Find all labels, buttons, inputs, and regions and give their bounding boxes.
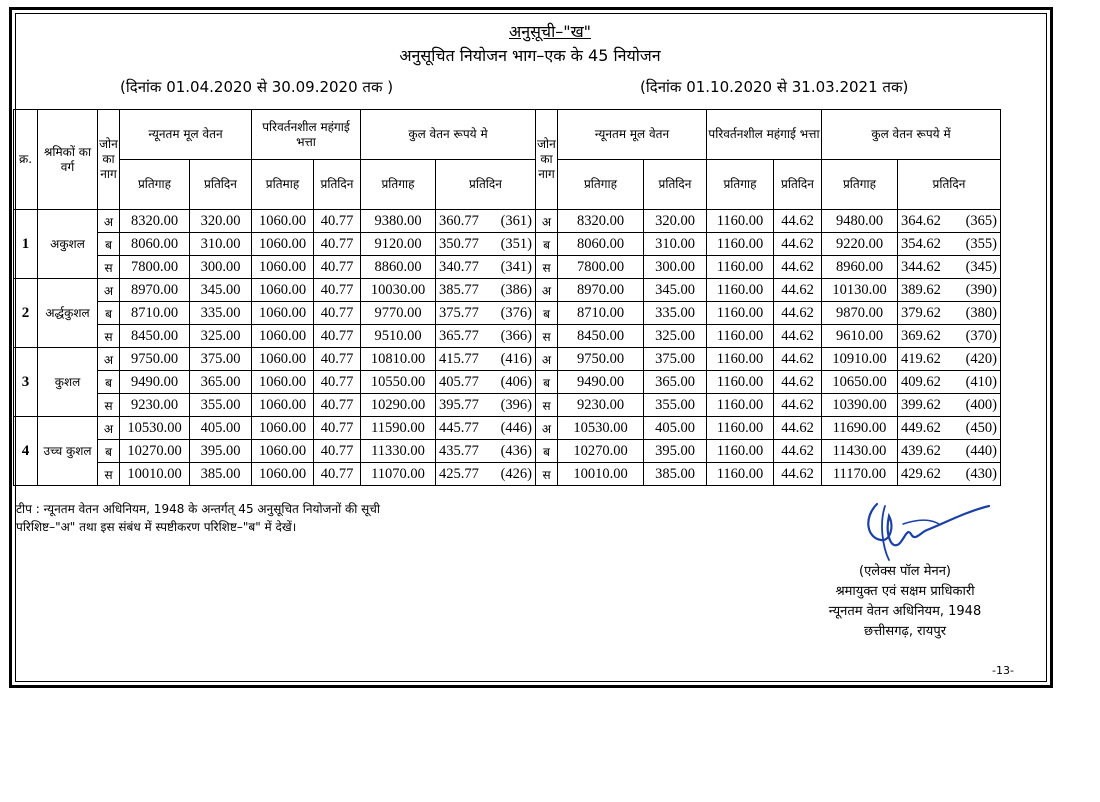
subheader-monthly: प्रतिगाह <box>361 160 436 210</box>
worker-category: अकुशल <box>38 210 98 279</box>
total-daily-left <box>436 394 536 417</box>
signatory-place: छत्तीसगढ़, रायपुर <box>863 624 947 639</box>
zone-right: अ <box>536 279 558 302</box>
subheader-daily: प्रतिदिन <box>898 160 1001 210</box>
daily-total-value: 445.77 <box>439 419 479 436</box>
total-monthly-right: 10650.00 <box>822 371 898 394</box>
daily-total-value: 379.62 <box>901 304 941 321</box>
table-row <box>14 463 1001 486</box>
total-daily-left <box>436 233 536 256</box>
period-left: (दिनांक 01.04.2020 से 30.09.2020 तक ) <box>120 78 394 96</box>
header-serial: क्र. <box>14 110 38 210</box>
daily-total-rounded: (386) <box>500 281 532 298</box>
min-basic-monthly-left: 8060.00 <box>120 233 190 256</box>
vda-monthly-right: 1160.00 <box>707 325 774 348</box>
total-monthly-right: 10130.00 <box>822 279 898 302</box>
header-min-basic-left: न्यूनतम मूल वेतन <box>120 110 252 160</box>
total-monthly-left: 10290.00 <box>361 394 436 417</box>
schedule-title: अनुसूची–"ख" <box>508 22 592 41</box>
min-basic-daily-left: 365.00 <box>190 371 252 394</box>
total-monthly-right: 10910.00 <box>822 348 898 371</box>
total-monthly-left: 11590.00 <box>361 417 436 440</box>
min-basic-monthly-right: 8710.00 <box>558 302 644 325</box>
zone-left: स <box>98 463 120 486</box>
min-basic-monthly-left: 8970.00 <box>120 279 190 302</box>
subheader-monthly: प्रतिगाह <box>558 160 644 210</box>
table-row <box>14 279 1001 302</box>
table-row <box>14 325 1001 348</box>
total-daily-left <box>436 256 536 279</box>
min-basic-daily-right: 375.00 <box>644 348 707 371</box>
serial-number: 2 <box>14 279 38 348</box>
vda-daily-left: 40.77 <box>314 256 361 279</box>
header-vda-right: परिवर्तनशील महंगाई भत्ता <box>707 110 822 160</box>
header-zone-left: जोन का नाग <box>98 110 120 210</box>
zone-right: ब <box>536 302 558 325</box>
vda-daily-right: 44.62 <box>774 233 822 256</box>
daily-total-value: 365.77 <box>439 327 479 344</box>
table-row <box>14 417 1001 440</box>
daily-total-rounded: (400) <box>965 396 997 413</box>
daily-total-value: 449.62 <box>901 419 941 436</box>
daily-total-rounded: (355) <box>965 235 997 252</box>
vda-daily-right: 44.62 <box>774 371 822 394</box>
vda-monthly-left: 1060.00 <box>252 233 314 256</box>
vda-monthly-right: 1160.00 <box>707 348 774 371</box>
worker-category: कुशल <box>38 348 98 417</box>
min-basic-daily-left: 355.00 <box>190 394 252 417</box>
daily-total-rounded: (365) <box>965 212 997 229</box>
total-monthly-right: 9220.00 <box>822 233 898 256</box>
total-daily-right <box>898 302 1001 325</box>
vda-monthly-left: 1060.00 <box>252 348 314 371</box>
min-basic-daily-left: 375.00 <box>190 348 252 371</box>
daily-total-value: 415.77 <box>439 350 479 367</box>
vda-monthly-left: 1060.00 <box>252 210 314 233</box>
total-monthly-left: 10810.00 <box>361 348 436 371</box>
min-basic-daily-right: 395.00 <box>644 440 707 463</box>
footnote-line-1: टीप : न्यूनतम वेतन अधिनियम, 1948 के अन्तर्गत् 45 अनुसूचित नियोजनों की सूची <box>16 502 381 516</box>
min-basic-monthly-right: 8970.00 <box>558 279 644 302</box>
vda-monthly-right: 1160.00 <box>707 463 774 486</box>
total-monthly-left: 11070.00 <box>361 463 436 486</box>
total-monthly-left: 10550.00 <box>361 371 436 394</box>
header-total-right: कुल वेतन रूपये में <box>822 110 1001 160</box>
vda-monthly-right: 1160.00 <box>707 371 774 394</box>
zone-right: ब <box>536 233 558 256</box>
serial-number: 1 <box>14 210 38 279</box>
total-monthly-right: 9870.00 <box>822 302 898 325</box>
vda-daily-right: 44.62 <box>774 394 822 417</box>
serial-number: 4 <box>14 417 38 486</box>
total-daily-right <box>898 210 1001 233</box>
zone-right: स <box>536 325 558 348</box>
daily-total-value: 369.62 <box>901 327 941 344</box>
total-monthly-left: 9380.00 <box>361 210 436 233</box>
signature-mark <box>855 498 995 562</box>
daily-total-rounded: (436) <box>500 442 532 459</box>
table-row <box>14 302 1001 325</box>
daily-total-rounded: (420) <box>965 350 997 367</box>
min-basic-daily-right: 345.00 <box>644 279 707 302</box>
min-basic-monthly-right: 7800.00 <box>558 256 644 279</box>
zone-right: ब <box>536 440 558 463</box>
min-basic-monthly-left: 7800.00 <box>120 256 190 279</box>
min-basic-monthly-left: 8320.00 <box>120 210 190 233</box>
zone-right: ब <box>536 371 558 394</box>
min-basic-daily-left: 310.00 <box>190 233 252 256</box>
subheader-monthly: प्रतिमाह <box>252 160 314 210</box>
min-basic-monthly-right: 9750.00 <box>558 348 644 371</box>
vda-monthly-left: 1060.00 <box>252 256 314 279</box>
daily-total-rounded: (351) <box>500 235 532 252</box>
period-right: (दिनांक 01.10.2020 से 31.03.2021 तक) <box>640 78 909 96</box>
daily-total-value: 389.62 <box>901 281 941 298</box>
serial-number: 3 <box>14 348 38 417</box>
total-daily-right <box>898 463 1001 486</box>
min-basic-daily-right: 325.00 <box>644 325 707 348</box>
wage-table <box>13 109 1001 486</box>
min-basic-daily-right: 355.00 <box>644 394 707 417</box>
subheader-monthly: प्रतिगाह <box>822 160 898 210</box>
daily-total-value: 399.62 <box>901 396 941 413</box>
daily-total-rounded: (376) <box>500 304 532 321</box>
zone-left: अ <box>98 279 120 302</box>
table-row <box>14 256 1001 279</box>
zone-left: स <box>98 325 120 348</box>
daily-total-value: 435.77 <box>439 442 479 459</box>
daily-total-value: 340.77 <box>439 258 479 275</box>
min-basic-daily-right: 385.00 <box>644 463 707 486</box>
vda-monthly-right: 1160.00 <box>707 256 774 279</box>
zone-left: अ <box>98 417 120 440</box>
vda-daily-right: 44.62 <box>774 302 822 325</box>
vda-monthly-left: 1060.00 <box>252 394 314 417</box>
daily-total-rounded: (341) <box>500 258 532 275</box>
min-basic-daily-left: 385.00 <box>190 463 252 486</box>
zone-left: स <box>98 394 120 417</box>
subheader-daily: प्रतिदिन <box>436 160 536 210</box>
vda-daily-right: 44.62 <box>774 325 822 348</box>
vda-daily-left: 40.77 <box>314 279 361 302</box>
daily-total-value: 425.77 <box>439 465 479 482</box>
min-basic-monthly-left: 8710.00 <box>120 302 190 325</box>
zone-left: ब <box>98 371 120 394</box>
vda-monthly-right: 1160.00 <box>707 210 774 233</box>
min-basic-monthly-right: 9490.00 <box>558 371 644 394</box>
table-row <box>14 210 1001 233</box>
total-daily-left <box>436 371 536 394</box>
table-row <box>14 348 1001 371</box>
total-monthly-left: 10030.00 <box>361 279 436 302</box>
total-daily-right <box>898 325 1001 348</box>
min-basic-monthly-left: 10530.00 <box>120 417 190 440</box>
daily-total-rounded: (406) <box>500 373 532 390</box>
vda-daily-left: 40.77 <box>314 371 361 394</box>
zone-right: अ <box>536 210 558 233</box>
daily-total-rounded: (390) <box>965 281 997 298</box>
zone-right: स <box>536 394 558 417</box>
vda-monthly-left: 1060.00 <box>252 371 314 394</box>
total-daily-right <box>898 233 1001 256</box>
total-monthly-right: 10390.00 <box>822 394 898 417</box>
vda-daily-right: 44.62 <box>774 279 822 302</box>
total-daily-right <box>898 348 1001 371</box>
daily-total-value: 344.62 <box>901 258 941 275</box>
total-daily-left <box>436 348 536 371</box>
daily-total-value: 354.62 <box>901 235 941 252</box>
zone-right: अ <box>536 348 558 371</box>
signatory-act: न्यूनतम वेतन अधिनियम, 1948 <box>828 604 982 619</box>
vda-monthly-left: 1060.00 <box>252 279 314 302</box>
total-monthly-right: 8960.00 <box>822 256 898 279</box>
min-basic-daily-left: 300.00 <box>190 256 252 279</box>
total-monthly-right: 11430.00 <box>822 440 898 463</box>
total-monthly-right: 9610.00 <box>822 325 898 348</box>
min-basic-daily-left: 395.00 <box>190 440 252 463</box>
daily-total-value: 405.77 <box>439 373 479 390</box>
zone-left: अ <box>98 210 120 233</box>
daily-total-rounded: (361) <box>500 212 532 229</box>
total-daily-left <box>436 463 536 486</box>
daily-total-value: 439.62 <box>901 442 941 459</box>
total-daily-right <box>898 256 1001 279</box>
vda-monthly-left: 1060.00 <box>252 463 314 486</box>
min-basic-daily-right: 335.00 <box>644 302 707 325</box>
vda-daily-left: 40.77 <box>314 348 361 371</box>
vda-monthly-left: 1060.00 <box>252 325 314 348</box>
vda-daily-left: 40.77 <box>314 394 361 417</box>
zone-left: ब <box>98 233 120 256</box>
daily-total-rounded: (430) <box>965 465 997 482</box>
daily-total-rounded: (380) <box>965 304 997 321</box>
min-basic-daily-right: 310.00 <box>644 233 707 256</box>
min-basic-monthly-left: 9750.00 <box>120 348 190 371</box>
vda-daily-right: 44.62 <box>774 348 822 371</box>
daily-total-value: 360.77 <box>439 212 479 229</box>
vda-daily-left: 40.77 <box>314 440 361 463</box>
vda-daily-left: 40.77 <box>314 210 361 233</box>
min-basic-monthly-right: 8320.00 <box>558 210 644 233</box>
table-row <box>14 440 1001 463</box>
zone-right: स <box>536 463 558 486</box>
daily-total-rounded: (396) <box>500 396 532 413</box>
total-monthly-left: 9770.00 <box>361 302 436 325</box>
min-basic-monthly-right: 8060.00 <box>558 233 644 256</box>
vda-daily-left: 40.77 <box>314 417 361 440</box>
total-monthly-left: 9120.00 <box>361 233 436 256</box>
daily-total-rounded: (426) <box>500 465 532 482</box>
subheader-monthly: प्रतिगाह <box>120 160 190 210</box>
vda-daily-right: 44.62 <box>774 463 822 486</box>
header-vda-left: परिवर्तनशील महंगाई भत्ता <box>252 110 361 160</box>
header-total-left: कुल वेतन रूपये मे <box>361 110 536 160</box>
vda-monthly-right: 1160.00 <box>707 279 774 302</box>
vda-monthly-right: 1160.00 <box>707 233 774 256</box>
min-basic-daily-right: 365.00 <box>644 371 707 394</box>
total-daily-left <box>436 325 536 348</box>
subheader-daily: प्रतिदिन <box>644 160 707 210</box>
daily-total-rounded: (446) <box>500 419 532 436</box>
daily-total-value: 385.77 <box>439 281 479 298</box>
total-daily-left <box>436 210 536 233</box>
daily-total-rounded: (366) <box>500 327 532 344</box>
min-basic-monthly-right: 10270.00 <box>558 440 644 463</box>
min-basic-monthly-right: 10530.00 <box>558 417 644 440</box>
min-basic-monthly-left: 9490.00 <box>120 371 190 394</box>
daily-total-value: 409.62 <box>901 373 941 390</box>
zone-left: ब <box>98 440 120 463</box>
daily-total-value: 364.62 <box>901 212 941 229</box>
daily-total-rounded: (410) <box>965 373 997 390</box>
total-monthly-right: 11170.00 <box>822 463 898 486</box>
daily-total-value: 429.62 <box>901 465 941 482</box>
zone-left: अ <box>98 348 120 371</box>
total-daily-right <box>898 371 1001 394</box>
worker-category: उच्च कुशल <box>38 417 98 486</box>
total-daily-right <box>898 279 1001 302</box>
table-row <box>14 394 1001 417</box>
signatory-block <box>790 562 1020 642</box>
total-daily-left <box>436 279 536 302</box>
daily-total-rounded: (440) <box>965 442 997 459</box>
vda-monthly-left: 1060.00 <box>252 302 314 325</box>
total-daily-left <box>436 417 536 440</box>
min-basic-monthly-right: 10010.00 <box>558 463 644 486</box>
daily-total-rounded: (416) <box>500 350 532 367</box>
min-basic-daily-right: 405.00 <box>644 417 707 440</box>
min-basic-daily-left: 320.00 <box>190 210 252 233</box>
header-category: श्रमिकों का वर्ग <box>38 110 98 210</box>
footnote-line-2: परिशिष्ट–"अ" तथा इस संबंध में स्पष्टीकरण परिशिष्ट–"ब" में देखें। <box>16 520 297 534</box>
vda-daily-left: 40.77 <box>314 233 361 256</box>
vda-monthly-right: 1160.00 <box>707 302 774 325</box>
min-basic-daily-left: 325.00 <box>190 325 252 348</box>
vda-daily-right: 44.62 <box>774 440 822 463</box>
total-monthly-left: 8860.00 <box>361 256 436 279</box>
zone-right: अ <box>536 417 558 440</box>
subheader-monthly: प्रतिगाह <box>707 160 774 210</box>
min-basic-monthly-left: 10270.00 <box>120 440 190 463</box>
header-zone-right: जोन का नाग <box>536 110 558 210</box>
subheader-daily: प्रतिदिन <box>774 160 822 210</box>
page-number: -13- <box>992 664 1014 677</box>
zone-left: स <box>98 256 120 279</box>
total-monthly-left: 11330.00 <box>361 440 436 463</box>
min-basic-daily-right: 300.00 <box>644 256 707 279</box>
min-basic-daily-left: 335.00 <box>190 302 252 325</box>
total-monthly-right: 9480.00 <box>822 210 898 233</box>
vda-monthly-right: 1160.00 <box>707 394 774 417</box>
schedule-subtitle: अनुसूचित नियोजन भाग–एक के 45 नियोजन <box>399 46 661 65</box>
total-monthly-right: 11690.00 <box>822 417 898 440</box>
zone-right: स <box>536 256 558 279</box>
total-daily-left <box>436 302 536 325</box>
min-basic-monthly-left: 10010.00 <box>120 463 190 486</box>
zone-left: ब <box>98 302 120 325</box>
vda-daily-left: 40.77 <box>314 463 361 486</box>
wage-table-body <box>14 210 1001 486</box>
min-basic-daily-left: 405.00 <box>190 417 252 440</box>
total-monthly-left: 9510.00 <box>361 325 436 348</box>
vda-monthly-left: 1060.00 <box>252 440 314 463</box>
vda-daily-left: 40.77 <box>314 302 361 325</box>
worker-category: अर्द्धकुशल <box>38 279 98 348</box>
vda-monthly-right: 1160.00 <box>707 417 774 440</box>
vda-monthly-left: 1060.00 <box>252 417 314 440</box>
vda-daily-right: 44.62 <box>774 256 822 279</box>
daily-total-rounded: (345) <box>965 258 997 275</box>
daily-total-value: 395.77 <box>439 396 479 413</box>
min-basic-monthly-left: 9230.00 <box>120 394 190 417</box>
vda-monthly-right: 1160.00 <box>707 440 774 463</box>
daily-total-rounded: (450) <box>965 419 997 436</box>
total-daily-right <box>898 394 1001 417</box>
daily-total-rounded: (370) <box>965 327 997 344</box>
vda-daily-left: 40.77 <box>314 325 361 348</box>
vda-daily-right: 44.62 <box>774 417 822 440</box>
subheader-daily: प्रतिदिन <box>314 160 361 210</box>
min-basic-daily-right: 320.00 <box>644 210 707 233</box>
table-row <box>14 371 1001 394</box>
min-basic-monthly-right: 8450.00 <box>558 325 644 348</box>
min-basic-monthly-right: 9230.00 <box>558 394 644 417</box>
header-min-basic-right: न्यूनतम मूल वेतन <box>558 110 707 160</box>
subheader-daily: प्रतिदिन <box>190 160 252 210</box>
table-row <box>14 233 1001 256</box>
daily-total-value: 419.62 <box>901 350 941 367</box>
total-daily-right <box>898 417 1001 440</box>
total-daily-right <box>898 440 1001 463</box>
footnote <box>16 500 380 536</box>
daily-total-value: 350.77 <box>439 235 479 252</box>
signatory-name: (एलेक्स पॉल मेनन) <box>859 564 951 579</box>
total-daily-left <box>436 440 536 463</box>
signatory-designation: श्रमायुक्त एवं सक्षम प्राधिकारी <box>835 584 975 599</box>
vda-daily-right: 44.62 <box>774 210 822 233</box>
daily-total-value: 375.77 <box>439 304 479 321</box>
min-basic-monthly-left: 8450.00 <box>120 325 190 348</box>
min-basic-daily-left: 345.00 <box>190 279 252 302</box>
